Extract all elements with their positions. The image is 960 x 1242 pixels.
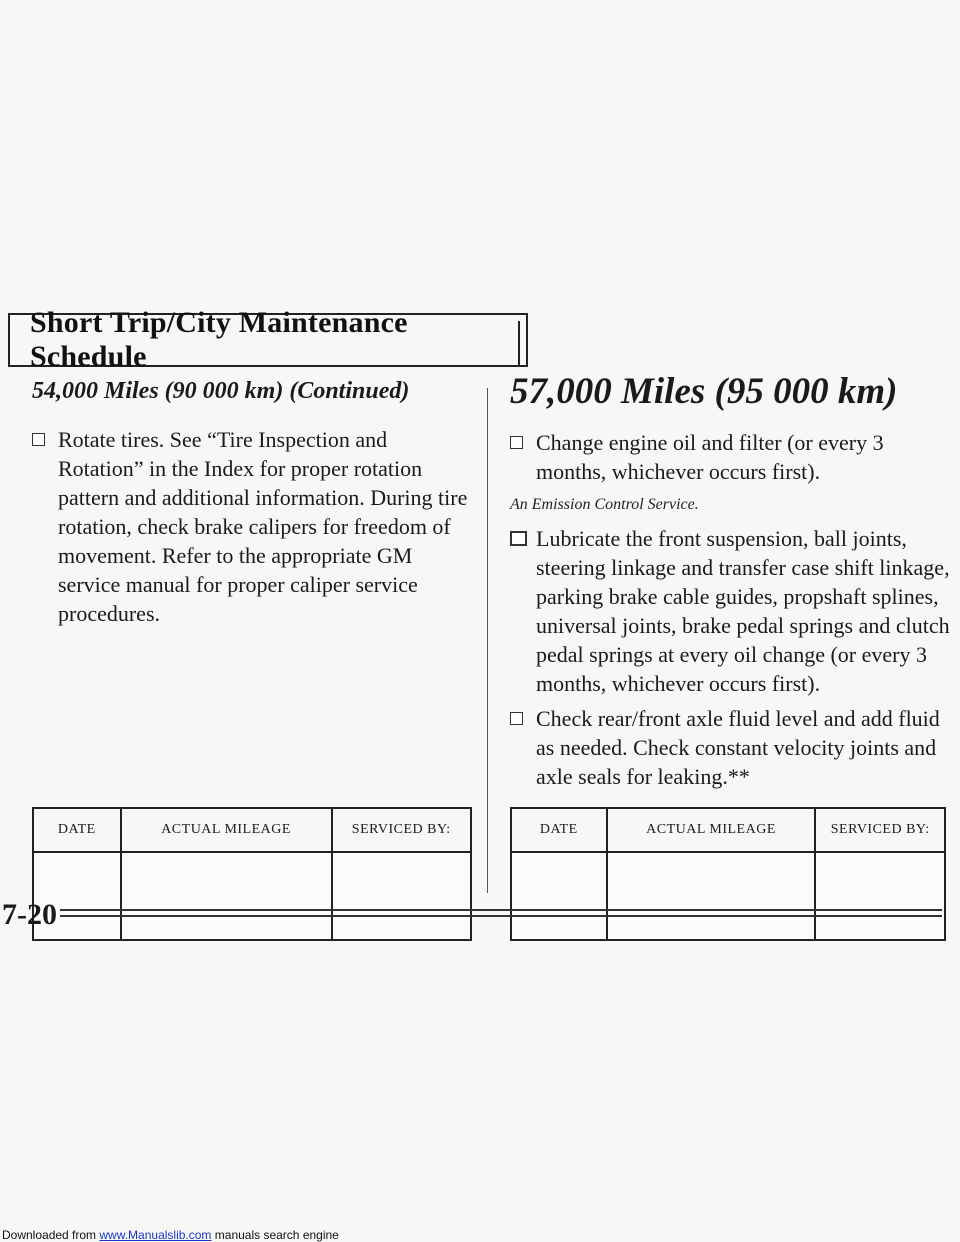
download-footer bbox=[2, 1228, 339, 1242]
checklist-item-text: Rotate tires. See “Tire Inspection and Rotation” in the Index for proper rotation pattern and additional information. During tire rotation, check brake calipers for freedom of movement. Refer to the appropriate GM service manual for proper caliper service procedures. bbox=[58, 427, 468, 626]
column-header-date: DATE bbox=[511, 808, 607, 852]
checkbox-icon[interactable] bbox=[510, 436, 523, 449]
checklist-item-text: Lubricate the front suspension, ball joints, steering linkage and transfer case shift linkage, parking brake cable guides, propshaft splines, universal joints, brake pedal springs and clutch pedal springs at every oil change (or every 3 months, whichever occurs first). bbox=[536, 526, 950, 696]
checklist-item bbox=[510, 428, 950, 486]
service-log-table-right bbox=[510, 807, 946, 941]
mileage-cell[interactable] bbox=[607, 852, 816, 940]
date-cell[interactable] bbox=[511, 852, 607, 940]
left-column bbox=[32, 378, 472, 634]
section-header-title: Short Trip/City Maintenance Schedule bbox=[30, 306, 408, 373]
right-heading: 57,000 Miles (95 000 km) bbox=[510, 371, 898, 412]
checkbox-icon[interactable] bbox=[510, 531, 527, 546]
column-header-mileage: ACTUAL MILEAGE bbox=[121, 808, 332, 852]
serviced-by-cell[interactable] bbox=[332, 852, 472, 940]
serviced-by-cell[interactable] bbox=[815, 852, 945, 940]
checklist-item-text: Change engine oil and filter (or every 3 months, whichever occurs first). bbox=[536, 430, 884, 484]
page-number: 7-20 bbox=[2, 898, 57, 931]
checkbox-icon[interactable] bbox=[32, 433, 45, 446]
footer-prefix: Downloaded from bbox=[2, 1228, 100, 1242]
manualslib-link[interactable]: www.Manualslib.com bbox=[99, 1228, 212, 1242]
column-header-mileage: ACTUAL MILEAGE bbox=[607, 808, 816, 852]
emission-note: An Emission Control Service. bbox=[510, 496, 699, 513]
service-log-table-left bbox=[32, 807, 472, 941]
column-header-serviced-by: SERVICED BY: bbox=[332, 808, 472, 852]
column-header-date: DATE bbox=[33, 808, 121, 852]
footer-rule bbox=[60, 909, 942, 911]
mileage-cell[interactable] bbox=[121, 852, 332, 940]
right-column bbox=[510, 371, 950, 797]
column-header-serviced-by: SERVICED BY: bbox=[815, 808, 945, 852]
checklist-item bbox=[510, 704, 950, 791]
checklist-item bbox=[32, 425, 472, 628]
left-heading: 54,000 Miles (90 000 km) (Continued) bbox=[32, 378, 410, 404]
checkbox-icon[interactable] bbox=[510, 712, 523, 725]
footer-suffix: manuals search engine bbox=[211, 1228, 339, 1242]
column-divider bbox=[487, 388, 488, 893]
footer-rule bbox=[60, 915, 942, 917]
checklist-item bbox=[510, 524, 950, 698]
section-header bbox=[8, 306, 528, 373]
checklist-item-text: Check rear/front axle fluid level and add fluid as needed. Check constant velocity joints and axle seals for leaking.** bbox=[536, 706, 940, 789]
